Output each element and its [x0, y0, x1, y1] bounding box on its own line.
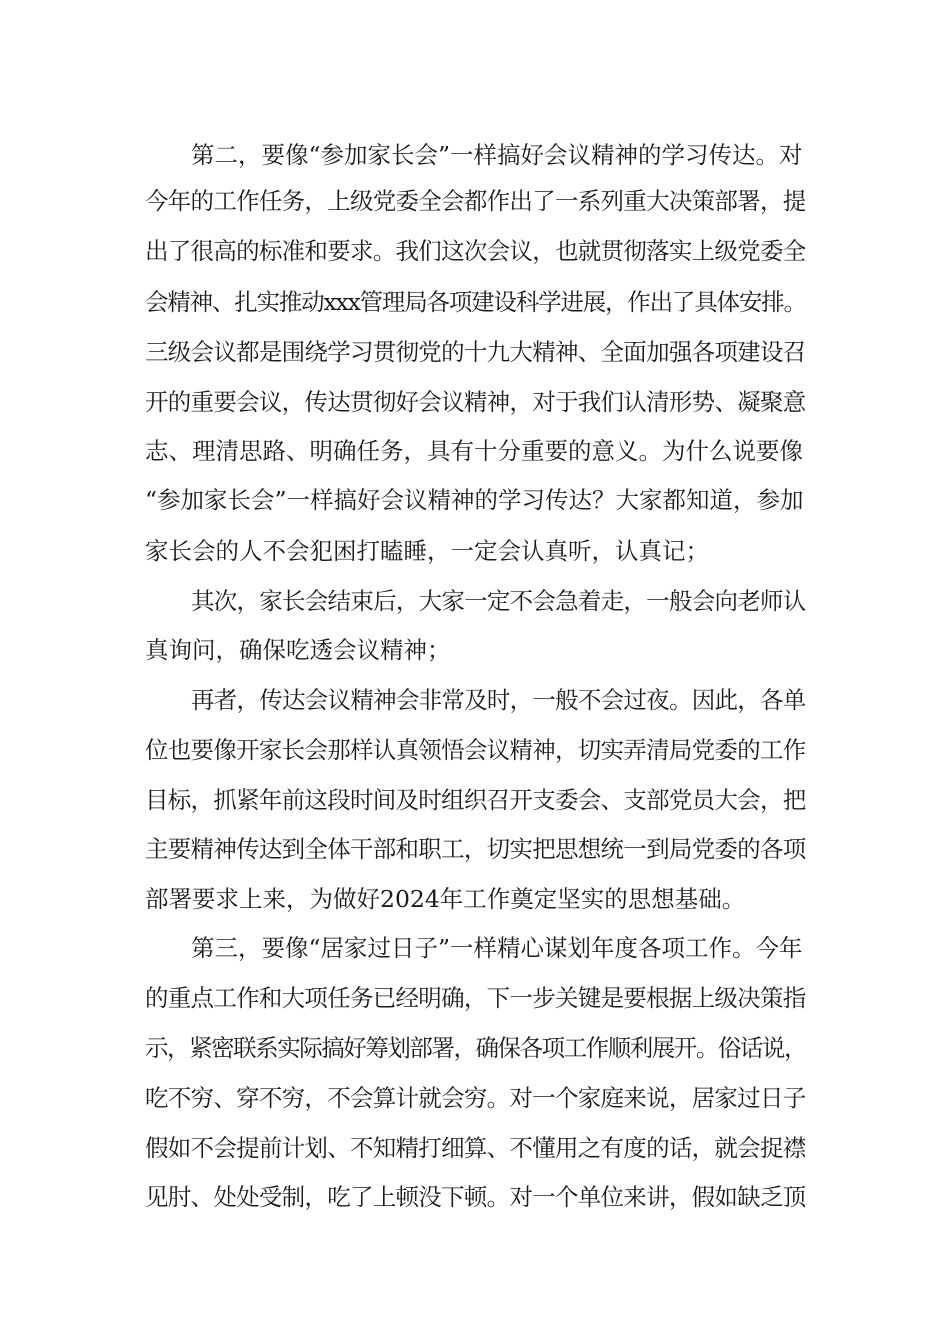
text-line: 主要精神传达到全体干部和职工，切实把思想统一到局党委的各项	[145, 835, 806, 863]
text-line: 位也要像开家长会那样认真领悟会议精神，切实弄清局党委的工作	[145, 736, 806, 764]
text-line: 目标，抓紧年前这段时间及时组织召开支委会、支部党员大会，把	[145, 786, 806, 814]
text-line: 再者，传达会议精神会非常及时，一般不会过夜。因此，各单	[191, 686, 806, 714]
text-line: 志、理清思路、明确任务，具有十分重要的意义。为什么说要像	[145, 437, 803, 465]
text-line: 的重点工作和大项任务已经明确，下一步关键是要根据上级决策指	[145, 984, 806, 1012]
text-line: 真询问，确保吃透会议精神；	[145, 636, 451, 664]
text-line: 吃不穷、穿不穷，不会算计就会穷。对一个家庭来说，居家过日子	[145, 1084, 806, 1112]
text-line: 出了很高的标准和要求。我们这次会议，也就贯彻落实上级党委全	[145, 237, 806, 265]
text-line: 假如不会提前计划、不知精打细算、不懂用之有度的话，就会捉襟	[145, 1134, 806, 1162]
text-line: 今年的工作任务，上级党委全会都作出了一系列重大决策部署，提	[145, 187, 806, 215]
text-line: 三级会议都是围绕学习贯彻党的十九大精神、全面加强各项建设召	[145, 338, 806, 366]
text-line: 部署要求上来，为做好2024年工作奠定坚实的思想基础。	[145, 885, 746, 913]
text-line: 开的重要会议，传达贯彻好会议精神，对于我们认清形势、凝聚意	[145, 388, 806, 416]
text-line: 家长会的人不会犯困打瞌睡，一定会认真听，认真记；	[145, 537, 709, 565]
text-line: 见肘、处处受制，吃了上顿没下顿。对一个单位来讲，假如缺乏顶	[145, 1183, 806, 1211]
text-line: 其次，家长会结束后，大家一定不会急着走，一般会向老师认	[191, 587, 806, 615]
text-line: 第二，要像“参加家长会”一样搞好会议精神的学习传达。对	[191, 141, 803, 169]
text-line: 示，紧密联系实际搞好筹划部署，确保各项工作顺利展开。俗话说，	[145, 1034, 806, 1062]
text-line: 会精神、扎实推动xxx管理局各项建设科学进展，作出了具体安排。	[145, 288, 806, 316]
text-line: “参加家长会”一样搞好会议精神的学习传达？大家都知道，参加	[145, 486, 804, 514]
text-line: 第三，要像“居家过日子”一样精心谋划年度各项工作。今年	[191, 934, 803, 962]
